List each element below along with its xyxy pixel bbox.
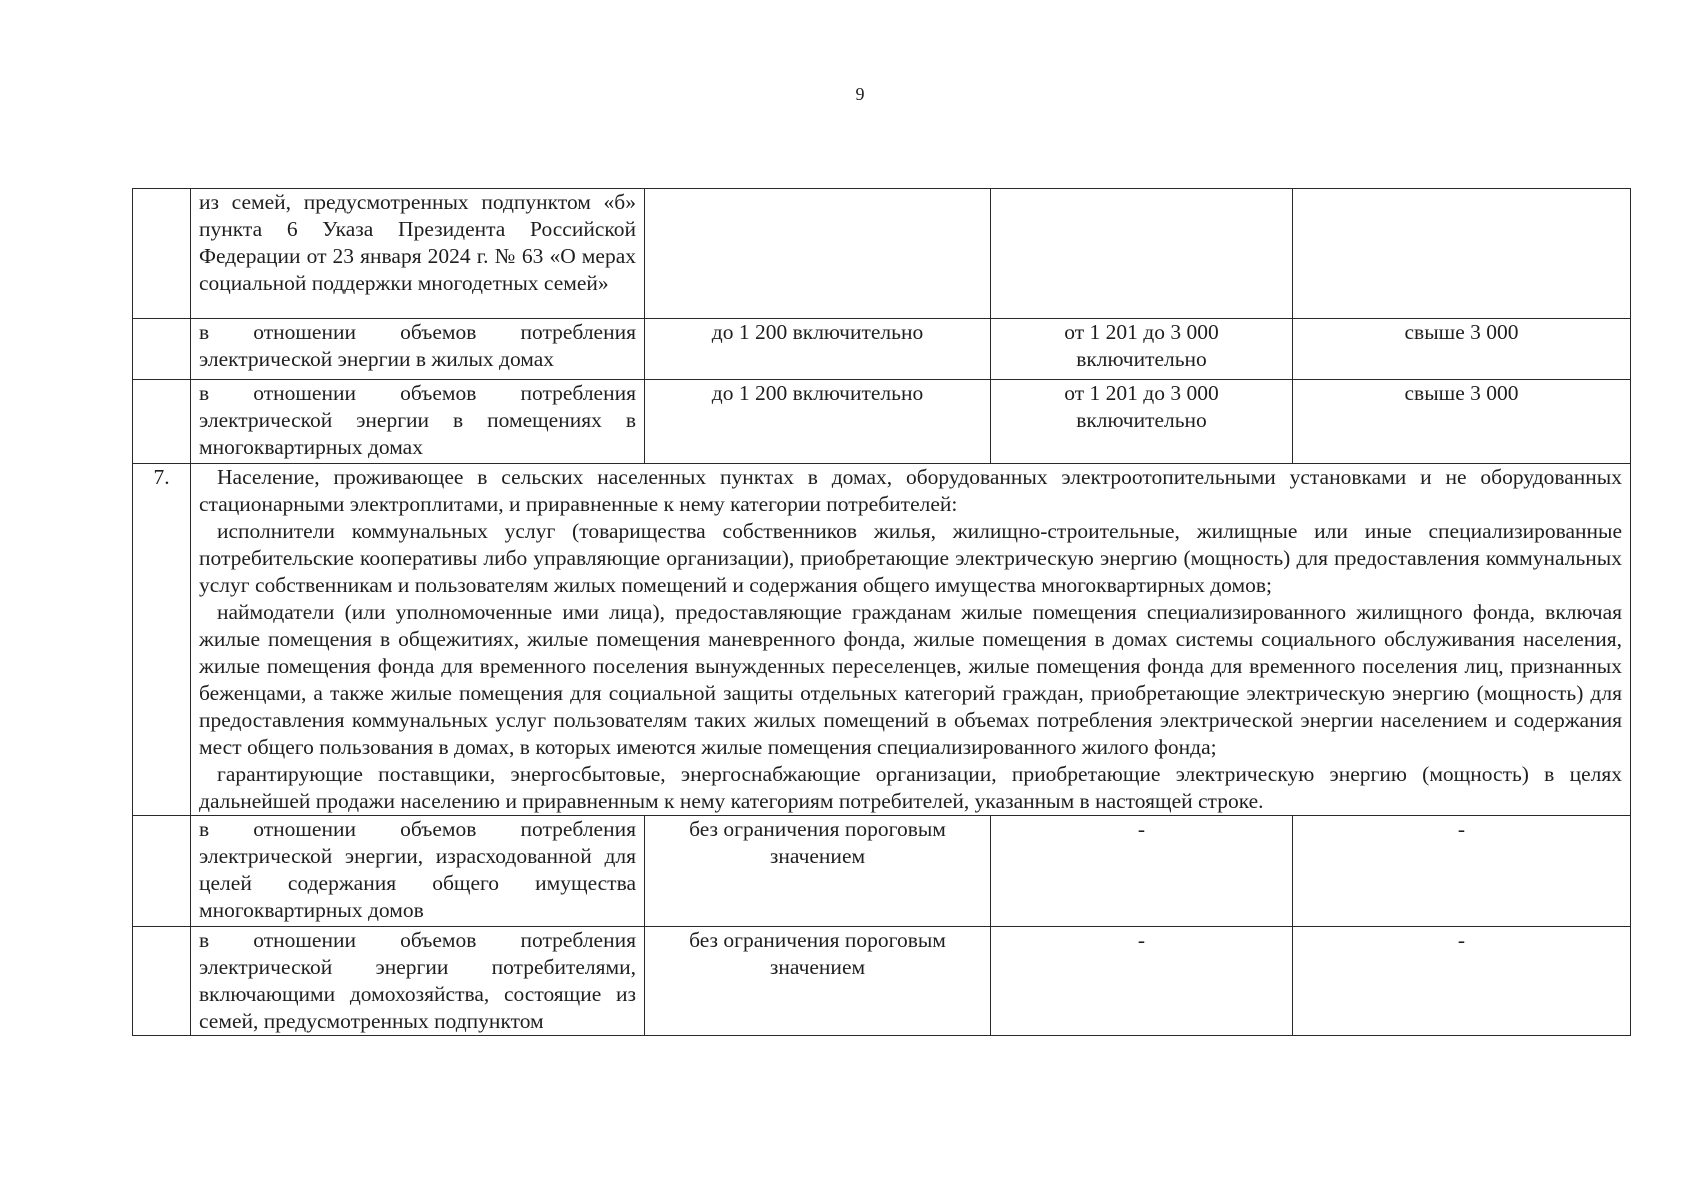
table-row	[133, 189, 1631, 319]
row-number-cell	[133, 189, 191, 319]
section-number: 7.	[133, 464, 191, 816]
threshold-range-1: до 1 200 включительно	[645, 319, 991, 380]
section-7-paragraph: наймодатели (или уполномоченные ими лица), предоставляющие гражданам жилые помещения специализированного жилищного фонда, включая жилые помещения в общежитиях, жилые помещения маневренного фонда, жилые помещения в домах системы социального обслуживания населения, жилые помещения фонда для временного поселения вынужденных переселенцев, жилые помещения фонда для временного поселения лиц, признанных беженцами, а также жилые помещения для социальной защиты отдельных категорий граждан, приобретающие электрическую энергию (мощность) для предоставления коммунальных услуг пользователям таких жилых помещений в объемах потребления электрической энергии населением и содержания мест общего пользования в домах, в которых имеются жилые помещения специализированного жилого фонда;	[199, 600, 1622, 759]
threshold-range-3: свыше 3 000	[1293, 380, 1631, 464]
threshold-range-1: без ограничения пороговым значением	[645, 927, 991, 1036]
row-number-cell	[133, 927, 191, 1036]
row-description: в отношении объемов потребления электрической энергии потребителями, включающими домохозяйства, состоящие из семей, предусмотренных подпунктом	[191, 927, 645, 1036]
row-number-cell	[133, 319, 191, 380]
threshold-range-1	[645, 189, 991, 319]
threshold-range-3: свыше 3 000	[1293, 319, 1631, 380]
threshold-range-1: до 1 200 включительно	[645, 380, 991, 464]
row-number-cell	[133, 380, 191, 464]
threshold-range-3: -	[1293, 927, 1631, 1036]
threshold-range-3	[1293, 189, 1631, 319]
threshold-range-1: без ограничения пороговым значением	[645, 816, 991, 927]
row-description: из семей, предусмотренных подпунктом «б» пункта 6 Указа Президента Российской Федерации от 23 января 2024 г. № 63 «О мерах социальной поддержки многодетных семей»	[191, 189, 645, 319]
tariff-table	[132, 188, 1631, 1036]
section-7-paragraph: Население, проживающее в сельских населенных пунктах в домах, оборудованных электроотопительными установками и не оборудованных стационарными электроплитами, и приравненные к нему категории потребителей:	[199, 465, 1622, 516]
row-description: в отношении объемов потребления электрической энергии, израсходованной для целей содержания общего имущества многоквартирных домов	[191, 816, 645, 927]
page-number: 9	[855, 84, 865, 104]
section-7-header-row	[133, 464, 1631, 816]
section-7-paragraph: исполнители коммунальных услуг (товарищества собственников жилья, жилищно-строительные, жилищные или иные специализированные потребительские кооперативы либо управляющие организации), приобретающие электрическую энергию (мощность) для предоставления коммунальных услуг собственникам и пользователям жилых помещений и содержания общего имущества многоквартирных домов;	[199, 519, 1622, 597]
section-7-text	[191, 464, 1631, 816]
threshold-range-2: -	[991, 927, 1293, 1036]
threshold-range-3: -	[1293, 816, 1631, 927]
row-description: в отношении объемов потребления электрической энергии в помещениях в многоквартирных домах	[191, 380, 645, 464]
threshold-range-2	[991, 189, 1293, 319]
table-row	[133, 319, 1631, 380]
row-description: в отношении объемов потребления электрической энергии в жилых домах	[191, 319, 645, 380]
table-row	[133, 927, 1631, 1036]
threshold-range-2: -	[991, 816, 1293, 927]
threshold-range-2: от 1 201 до 3 000 включительно	[991, 319, 1293, 380]
threshold-range-2: от 1 201 до 3 000 включительно	[991, 380, 1293, 464]
section-7-paragraph: гарантирующие поставщики, энергосбытовые, энергоснабжающие организации, приобретающие электрическую энергию (мощность) в целях дальнейшей продажи населению и приравненным к нему категориям потребителей, указанным в настоящей строке.	[199, 762, 1622, 813]
table-row	[133, 816, 1631, 927]
row-number-cell	[133, 816, 191, 927]
table-row	[133, 380, 1631, 464]
